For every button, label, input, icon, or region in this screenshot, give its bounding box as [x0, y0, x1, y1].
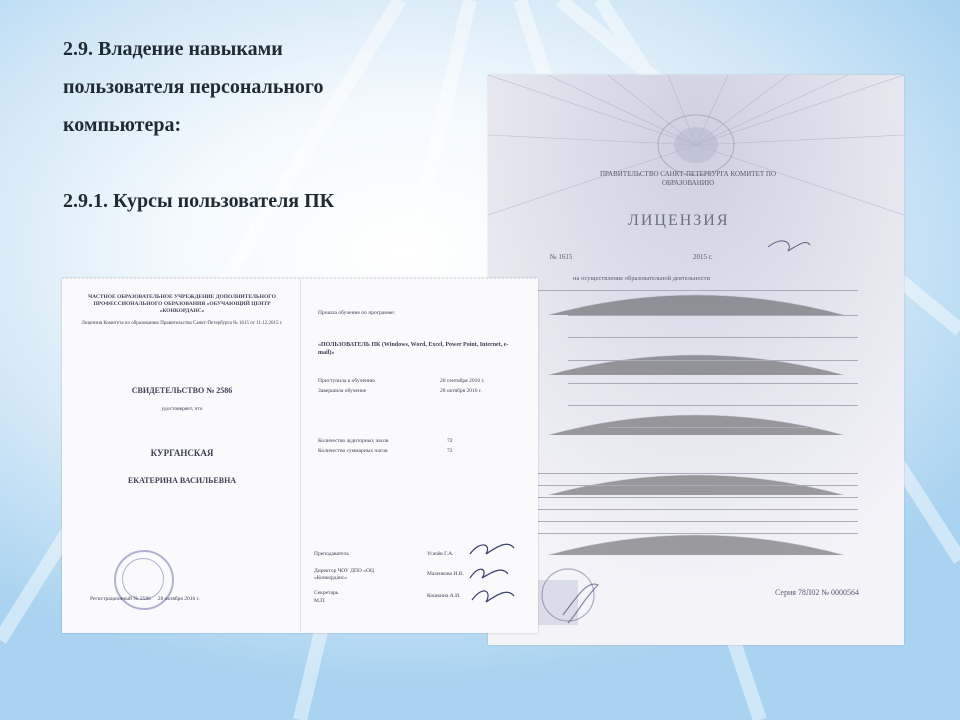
license-rule	[528, 290, 858, 291]
class-hours-label: Количество аудиторных часов	[318, 438, 389, 444]
director-label: Директор ЧОУ ДПО «ОЦ «Конкорданс»	[314, 568, 374, 581]
start-label: Приступила к обучению	[318, 378, 375, 384]
license-rule	[568, 360, 858, 361]
section-heading	[63, 30, 483, 220]
program-name: «ПОЛЬЗОВАТЕЛЬ ПК (Windows, Word, Excel, Power Point, Internet, e-mail)»	[318, 342, 509, 356]
heading-line-2: пользователя персонального	[63, 76, 324, 98]
holder-last-name: КУРГАНСКАЯ	[150, 448, 214, 458]
secretary-name: Кошкина А.И.	[427, 593, 461, 599]
certificate-license-line: Лицензия Комитета по образованию Правительства Санкт-Петербурга № 1615 от 11.12.2015 г.	[81, 321, 283, 326]
license-rule	[528, 485, 858, 486]
holder-first-names: ЕКАТЕРИНА ВАСИЛЬЕВНА	[127, 476, 237, 485]
license-rule	[528, 521, 858, 522]
license-title: ЛИЦЕНЗИЯ	[628, 212, 730, 229]
heading-line-3: компьютера:	[63, 114, 182, 136]
mp-mark: М.П.	[314, 598, 326, 604]
license-rule	[568, 315, 858, 316]
registration-date: 28 октября 2016 г.	[157, 596, 200, 602]
heading-line-1: 2.9. Владение навыками	[63, 38, 283, 60]
end-date: 28 октября 2016 г.	[440, 388, 482, 394]
program-label: Прошла обучение по программе:	[318, 310, 396, 316]
class-hours: 72	[447, 438, 453, 444]
total-hours: 72	[447, 448, 453, 454]
license-rule	[528, 509, 858, 510]
license-scan	[488, 75, 904, 645]
license-rule	[568, 337, 858, 338]
license-number: № 1615	[550, 253, 573, 261]
license-form-no: № 0000564	[821, 588, 859, 597]
certificate-title: СВИДЕТЕЛЬСТВО № 2586	[131, 386, 233, 395]
license-purpose: на осуществление образовательной деятельности	[573, 275, 710, 282]
certificate-organization: ЧАСТНОЕ ОБРАЗОВАТЕЛЬНОЕ УЧРЕЖДЕНИЕ ДОПОЛНИТЕЛЬНОГО ПРОФЕССИОНАЛЬНОГО ОБРАЗОВАНИЯ «ОБУЧАЮЩИЙ ЦЕНТР «КОНКОРДАНС»	[88, 294, 276, 314]
license-rule	[568, 383, 858, 384]
secretary-label: Секретарь	[314, 590, 339, 596]
total-hours-label: Количество суммарных часов	[318, 448, 388, 454]
registration-number: Регистрационный № 2586	[90, 596, 151, 602]
start-date: 20 сентября 2016 г.	[440, 378, 485, 384]
license-issuer: ПРАВИТЕЛЬСТВО САНКТ-ПЕТЕРБУРГА КОМИТЕТ ПО ОБРАЗОВАНИЮ	[599, 170, 776, 187]
license-rule	[528, 497, 858, 498]
end-label: Завершила обучение	[318, 388, 367, 394]
license-rule	[608, 427, 808, 428]
subheading: 2.9.1. Курсы пользователя ПК	[63, 190, 335, 212]
license-rule	[528, 473, 858, 474]
license-date: 2015 г.	[693, 253, 713, 261]
certificate-confirms: удостоверяет, что	[161, 406, 203, 412]
director-name: Мазенкова И.В.	[427, 571, 464, 577]
license-series: Серия 78Л02	[774, 588, 820, 597]
teacher-label: Преподаватель	[314, 551, 349, 557]
teacher-name: Усачёв Г.А.	[427, 551, 454, 557]
license-rule	[528, 533, 858, 534]
certificate-scan	[62, 278, 538, 633]
license-form-number	[775, 588, 859, 597]
license-rule	[568, 405, 858, 406]
certificate-signatures	[62, 278, 538, 633]
